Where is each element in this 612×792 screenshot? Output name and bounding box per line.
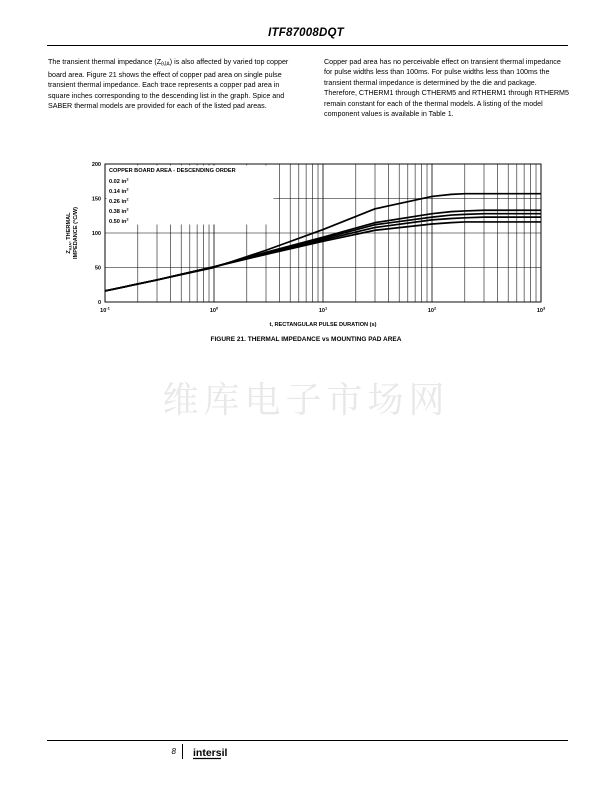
right-paragraph: Copper pad area has no perceivable effect on transient thermal impedance for pulse widths less than 100ms. For pulse widths less than 100ms the transient thermal impedance is determined by the die and package. Therefore, CTHERM1 through CTHERM5 and RTHERM1 through RTHERM5 remain constant for each of the thermal models. A listing of the model component values is available in Table 1. bbox=[324, 58, 569, 119]
figure-caption: FIGURE 21. THERMAL IMPEDANCE vs MOUNTING PAD AREA bbox=[210, 336, 402, 343]
y-tick-label: 0 bbox=[97, 300, 101, 306]
legend-entry: 0.14 $in^2$ bbox=[109, 186, 129, 195]
left-text-b: ) is also affected by varied top copper board area. Figure 21 shows the effect of copper pad area on single pulse transient thermal impedance. Each trace represents a copper pad area in square inches corresponding to the descending list in the graph. Spice and SABER thermal models are provided for each of the listed pad areas. bbox=[48, 58, 289, 111]
x-tick-label: $10^1$ bbox=[318, 305, 328, 314]
left-text-a: The transient thermal impedance (Z bbox=[48, 58, 162, 66]
left-paragraph bbox=[48, 57, 294, 112]
footer-rule bbox=[47, 740, 568, 741]
y-tick-label: 150 bbox=[91, 196, 101, 203]
intersil-logo bbox=[193, 746, 245, 760]
legend-entry: 0.26 $in^2$ bbox=[109, 196, 129, 205]
document-title: ITF87008DQT bbox=[268, 27, 344, 39]
legend-entry: 0.02 $in^2$ bbox=[109, 176, 129, 185]
thermal-impedance-chart bbox=[60, 157, 560, 332]
footer-separator bbox=[182, 744, 183, 759]
y-tick-label: 200 bbox=[91, 162, 101, 168]
y-tick-label: 100 bbox=[91, 231, 101, 237]
legend-entry: 0.50 $in^2$ bbox=[109, 216, 129, 225]
x-tick-label: $10^2$ bbox=[427, 305, 437, 314]
x-tick-label: $10^3$ bbox=[536, 305, 546, 314]
y-tick-label: 50 bbox=[94, 265, 101, 272]
y-axis-label-line2: IMPEDANCE (°C/W) bbox=[73, 207, 79, 259]
y-axis-label-line1: $Z_{\theta JA}$, THERMAL bbox=[66, 212, 73, 254]
legend-entry: 0.38 $in^2$ bbox=[109, 206, 129, 215]
figure-21-chart bbox=[60, 157, 560, 332]
z-subscript: θJA bbox=[161, 61, 170, 68]
watermark-text: 维库电子市场网 bbox=[162, 380, 450, 421]
x-tick-label: $10^{-1}$ bbox=[100, 305, 110, 314]
legend-title: COPPER BOARD AREA - DESCENDING ORDER bbox=[109, 168, 236, 174]
left-text-column bbox=[48, 57, 294, 112]
x-axis-label: t, RECTANGULAR PULSE DURATION (s) bbox=[269, 322, 377, 328]
logo-text: intersil bbox=[193, 747, 228, 759]
header-rule bbox=[47, 45, 568, 46]
right-text-column bbox=[324, 57, 570, 119]
x-tick-label: $10^0$ bbox=[209, 305, 219, 314]
legend-background bbox=[107, 166, 274, 225]
page-number: 8 bbox=[171, 747, 176, 756]
